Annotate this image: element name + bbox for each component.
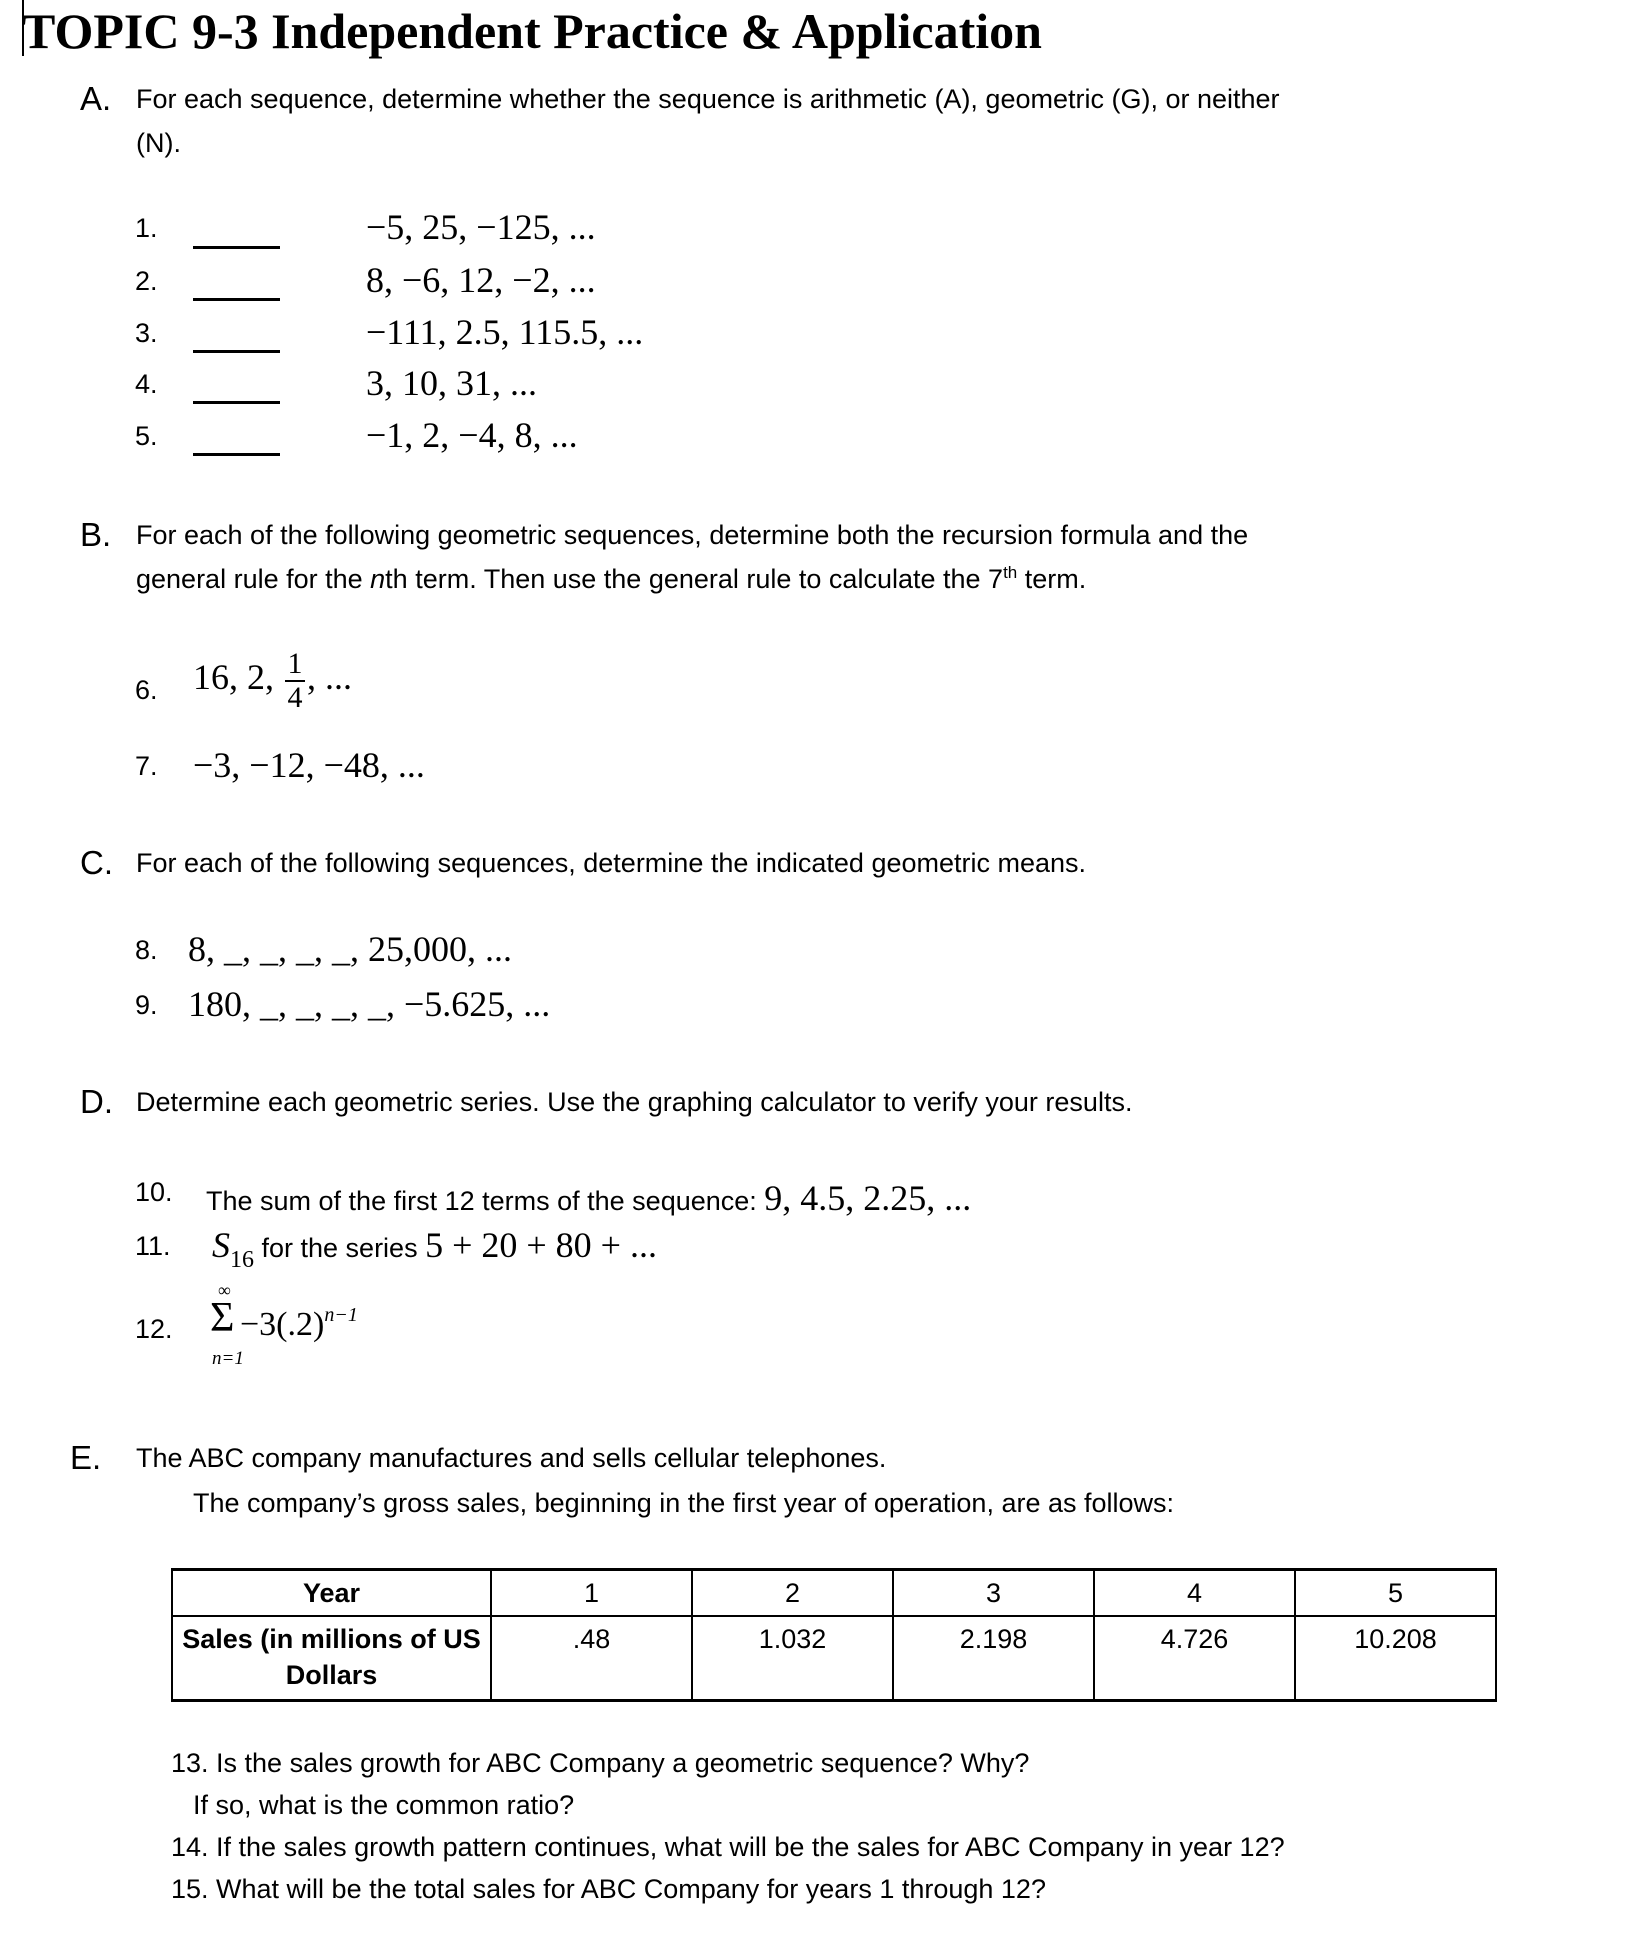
section-a-letter: A. — [80, 80, 112, 117]
answer-blank-3[interactable] — [193, 350, 280, 353]
sales-cell: 10.208 — [1295, 1616, 1496, 1700]
sequence-5: −1, 2, −4, 8, ... — [366, 415, 578, 455]
sequence-2: 8, −6, 12, −2, ... — [366, 260, 596, 300]
answer-blank-4[interactable] — [193, 401, 280, 404]
subscript: 16 — [230, 1247, 254, 1273]
item-number: 3. — [135, 318, 158, 348]
year-cell: 5 — [1295, 1570, 1496, 1617]
section-a-instructions: For each sequence, determine whether the sequence is arithmetic (A), geometric (G), or neither — [136, 84, 1280, 114]
text: term. — [1017, 564, 1087, 594]
item-11-text — [212, 1224, 657, 1274]
section-b-letter: B. — [80, 516, 112, 553]
sales-header: Sales (in millions of US Dollars — [172, 1616, 491, 1700]
expression: −3(.2) — [240, 1306, 325, 1343]
sigma-symbol: Σ — [210, 1295, 235, 1341]
item-number: 4. — [135, 369, 158, 399]
year-cell: 1 — [491, 1570, 692, 1617]
sales-cell: 2.198 — [893, 1616, 1094, 1700]
item-number: 11. — [135, 1231, 171, 1261]
section-d-letter: D. — [80, 1083, 113, 1120]
series-11: 5 + 20 + 80 + ... — [425, 1225, 657, 1265]
text: n — [370, 564, 386, 594]
text: general rule for the — [136, 564, 371, 594]
answer-blank-5[interactable] — [193, 453, 280, 456]
question-14: 14. If the sales growth pattern continues, what will be the sales for ABC Company in year 12? — [171, 1832, 1285, 1862]
text: for the series — [254, 1233, 426, 1263]
year-cell: 2 — [692, 1570, 893, 1617]
item-10-text — [206, 1177, 971, 1219]
item-number: 6. — [135, 675, 158, 705]
sequence-3: −111, 2.5, 115.5, ... — [366, 312, 644, 352]
item-number: 10. — [135, 1177, 173, 1207]
superscript: th — [1003, 563, 1018, 582]
sequence-9: 180, _, _, _, _, −5.625, ... — [188, 984, 551, 1024]
item-number: 1. — [135, 213, 158, 243]
section-e-line-2: The company’s gross sales, beginning in the first year of operation, are as follows: — [193, 1488, 1175, 1518]
item-number: 7. — [135, 751, 158, 781]
numerator: 1 — [287, 647, 303, 680]
question-13: 13. Is the sales growth for ABC Company a geometric sequence? Why? — [171, 1748, 1030, 1778]
sales-cell: 1.032 — [692, 1616, 893, 1700]
question-13-followup: If so, what is the common ratio? — [193, 1790, 575, 1820]
answer-blank-1[interactable] — [193, 246, 280, 249]
item-number: 9. — [135, 990, 158, 1020]
section-e-line-1: The ABC company manufactures and sells cellular telephones. — [136, 1443, 887, 1473]
item-number: 12. — [135, 1314, 173, 1344]
year-cell: 4 — [1094, 1570, 1295, 1617]
answer-blank-2[interactable] — [193, 298, 280, 301]
sales-cell: 4.726 — [1094, 1616, 1295, 1700]
item-number: 8. — [135, 935, 158, 965]
text: th term. Then use the general rule to calculate the 7 — [385, 564, 1004, 594]
sequence-8: 8, _, _, _, _, 25,000, ... — [188, 929, 512, 969]
sequence-6 — [193, 648, 352, 713]
upper-limit: ∞ — [218, 1280, 231, 1300]
section-c-letter: C. — [80, 844, 113, 881]
section-c-instructions: For each of the following sequences, determine the indicated geometric means. — [136, 848, 1087, 878]
section-e-letter: E. — [70, 1439, 102, 1476]
text: The sum of the first 12 terms of the sequence: — [206, 1186, 765, 1216]
section-d-instructions: Determine each geometric series. Use the graphing calculator to verify your results. — [136, 1087, 1133, 1117]
text: , ... — [307, 656, 352, 697]
sequence-10: 9, 4.5, 2.25, ... — [764, 1178, 972, 1218]
sum-symbol: S — [212, 1225, 230, 1265]
text: 16, 2, — [193, 656, 283, 697]
year-cell: 3 — [893, 1570, 1094, 1617]
section-b-instructions: For each of the following geometric sequences, determine both the recursion formula and the — [136, 520, 1249, 550]
sequence-7: −3, −12, −48, ... — [193, 745, 425, 785]
sales-table — [171, 1568, 1497, 1702]
item-number: 2. — [135, 266, 158, 296]
lower-limit: n=1 — [212, 1348, 244, 1369]
year-header: Year — [172, 1570, 491, 1617]
sequence-1: −5, 25, −125, ... — [366, 207, 596, 247]
fraction — [285, 648, 305, 713]
question-15: 15. What will be the total sales for ABC Company for years 1 through 12? — [171, 1874, 1046, 1904]
sequence-4: 3, 10, 31, ... — [366, 363, 537, 403]
item-number: 5. — [135, 421, 158, 451]
sales-cell: .48 — [491, 1616, 692, 1700]
section-a-instructions-2: (N). — [136, 128, 181, 158]
section-b-instructions-2 — [136, 563, 1086, 595]
denominator: 4 — [287, 680, 303, 714]
page-title: TOPIC 9-3 Independent Practice & Application — [22, 3, 1042, 59]
exponent: n−1 — [324, 1304, 358, 1326]
